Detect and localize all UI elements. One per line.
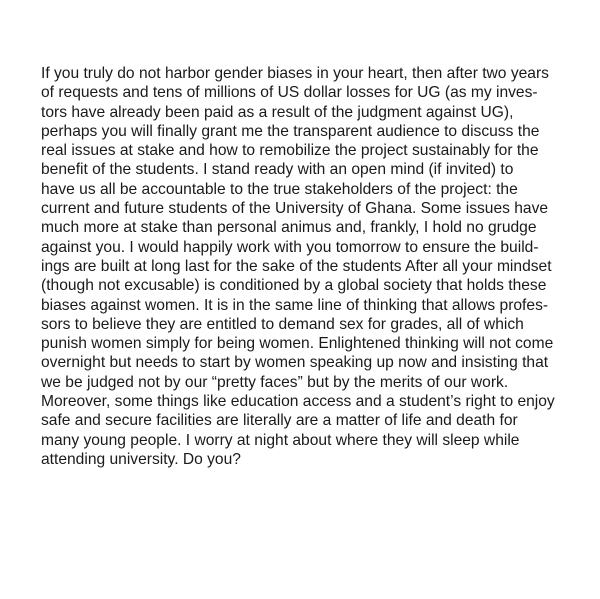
text-line: we be judged not by our “pretty faces” but by the merits of our work. (41, 373, 509, 391)
text-line: much more at stake than personal animus and, frankly, I hold no grudge (41, 219, 537, 237)
text-line: ings are built at long last for the sake of the students After all your mindset (41, 257, 552, 275)
text-line: sors to believe they are entitled to demand sex for grades, all of which (41, 315, 524, 333)
text-line: attending university. Do you? (41, 450, 241, 468)
text-line: perhaps you will finally grant me the transparent audience to discuss the (41, 122, 540, 140)
text-line: overnight but needs to start by women speaking up now and insisting that (41, 354, 549, 372)
text-line: safe and secure facilities are literally are a matter of life and death for (41, 412, 518, 430)
text-line: have us all be accountable to the true stakeholders of the project: the (41, 180, 518, 198)
text-line: current and future students of the University of Ghana. Some issues have (41, 200, 549, 218)
text-line: punish women simply for being women. Enlightened thinking will not come (41, 335, 554, 353)
text-line: real issues at stake and how to remobilize the project sustainably for the (41, 142, 539, 160)
body-paragraph (41, 64, 581, 469)
text-line: tors have already been paid as a result of the judgment against UG), (41, 103, 514, 121)
text-line: If you truly do not harbor gender biases in your heart, then after two years (41, 65, 549, 82)
text-line: many young people. I worry at night about where they will sleep while (41, 431, 520, 449)
text-line: biases against women. It is in the same line of thinking that allows profes- (41, 296, 549, 314)
text-line: benefit of the students. I stand ready with an open mind (if invited) to (41, 161, 514, 179)
text-line: against you. I would happily work with you tomorrow to ensure the build- (41, 238, 539, 256)
text-line: of requests and tens of millions of US dollar losses for UG (as my inves- (41, 84, 538, 102)
text-line: Moreover, some things like education access and a student’s right to enjoy (41, 393, 555, 411)
text-line: (though not excusable) is conditioned by a global society that holds these (41, 277, 547, 295)
